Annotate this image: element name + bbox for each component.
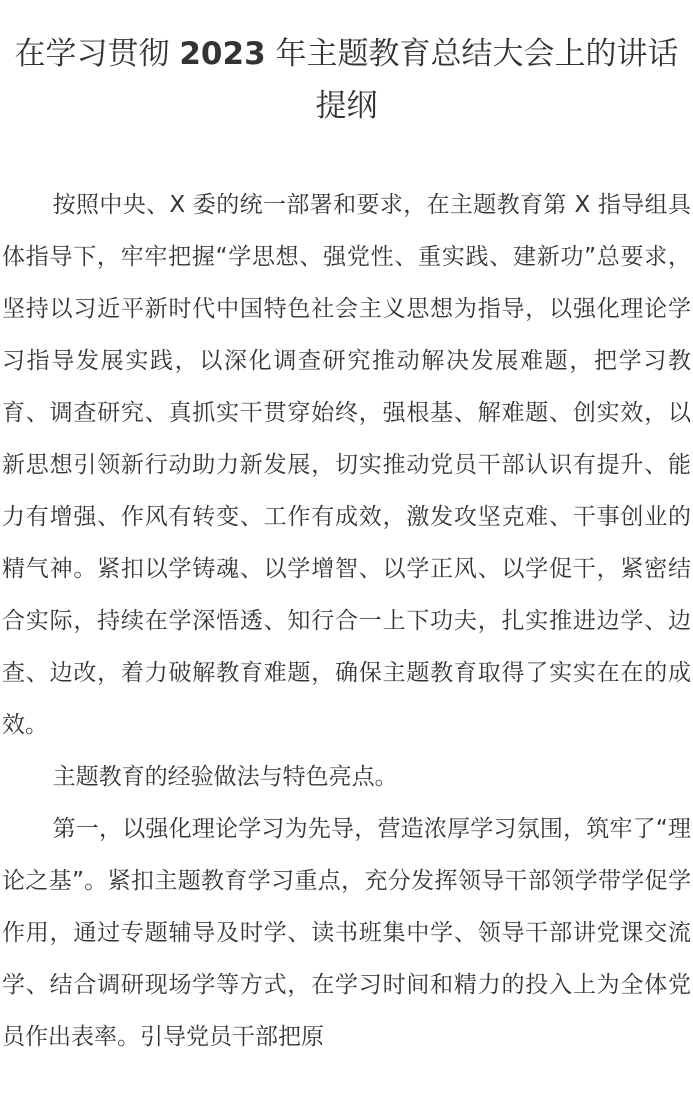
title-part-1: 在学习贯彻 — [14, 36, 180, 72]
first-point-paragraph: 第一，以强化理论学习为先导，营造浓厚学习氛围，筑牢了“理论之基”。紧扣主题教育学习重点，充分发挥领导干部领学带学促学作用，通过专题辅导及时学、读书班集中学、领导干部讲党课交流学、结合调研现场学等方式，在学习时间和精力的投入上为全体党员作出表率。引导党员干部把原 — [2, 816, 691, 1050]
document-title — [0, 0, 693, 132]
title-year: 2023 — [179, 36, 266, 72]
intro-paragraph: 按照中央、X 委的统一部署和要求，在主题教育第 X 指导组具体指导下，牢牢把握“学思想、强党性、重实践、建新功”总要求，坚持以习近平新时代中国特色社会主义思想为指导，以强化理论学习指导发展实践，以深化调查研究推动解决发展难题，把学习教育、调查研究、真抓实干贯穿始终，强根基、解难题、创实效，以新思想引领新行动助力新发展，切实推动党员干部认识有提升、能力有增强、作风有转变、工作有成效，激发攻坚克难、干事创业的精气神。紧扣以学铸魂、以学增智、以学正风、以学促干，紧密结合实际，持续在学深悟透、知行合一上下功夫，扎实推进边学、边查、边改，着力破解教育难题，确保主题教育取得了实实在在的成效。 — [2, 192, 691, 738]
document-body — [0, 179, 693, 1063]
title-part-2: 年主题教育总结大会上的讲话提纲 — [265, 36, 679, 124]
section-heading-paragraph: 主题教育的经验做法与特色亮点。 — [52, 764, 398, 790]
